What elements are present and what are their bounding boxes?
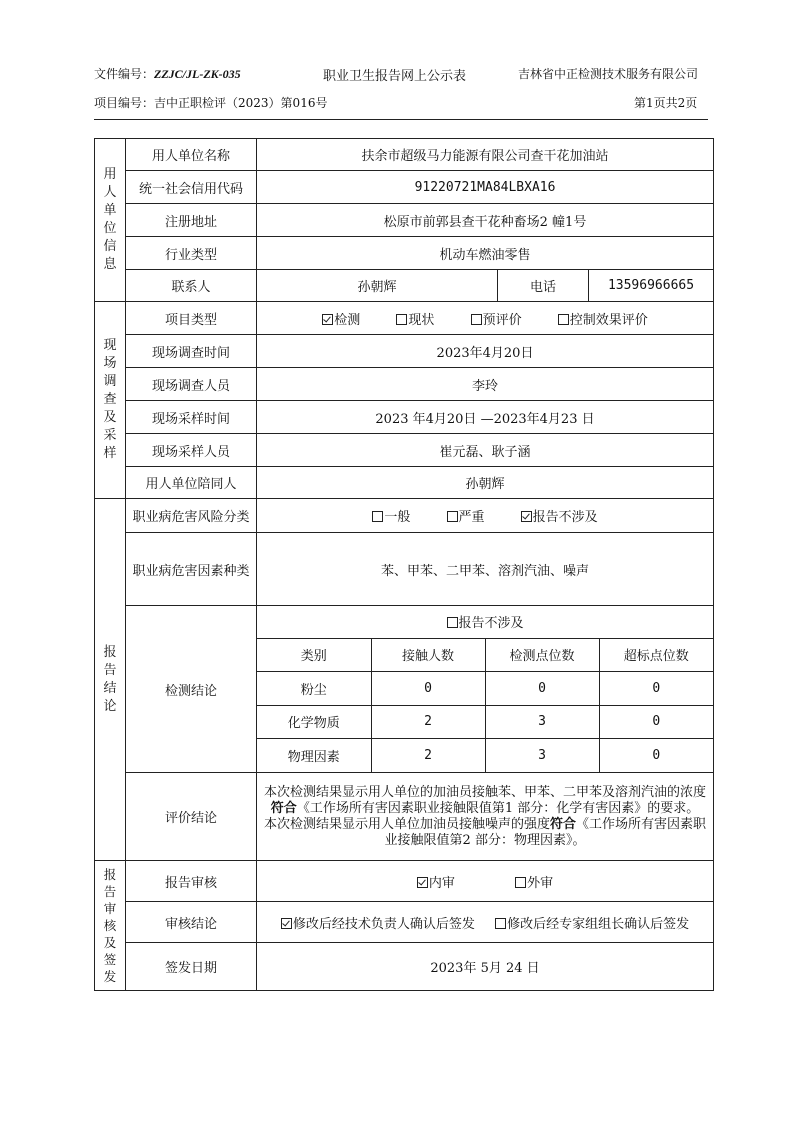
header-divider xyxy=(94,119,708,120)
checkbox-icon[interactable] xyxy=(396,314,407,325)
file-number xyxy=(94,65,241,82)
section-review-issue: 报 告 审 核 及 签 发 xyxy=(95,861,126,991)
audit-conclusion-label: 审核结论 xyxy=(126,902,257,943)
phone-number: 13596966665 xyxy=(589,270,714,302)
page-indicator: 第1页共2页 xyxy=(634,96,698,110)
audit-conclusion-option[interactable]: 修改后经技术负责人确认后签发 xyxy=(281,913,475,932)
project-number-value: 吉中正职检评（2023）第016号 xyxy=(154,96,328,110)
detection-table xyxy=(257,606,713,772)
category-cell: 物理因素 xyxy=(257,738,371,772)
contact-label: 联系人 xyxy=(126,270,257,302)
evaluation-conclusion-label: 评价结论 xyxy=(126,773,257,861)
category-cell: 粉尘 xyxy=(257,671,371,705)
project-type-option[interactable]: 检测 xyxy=(322,309,360,328)
evaluation-text-noise: 本次检测结果显示用人单位加油员接触噪声的强度符合《工作场所有害因素职业接触限值第2 部分：物理因素》。 xyxy=(263,816,707,848)
risk-option[interactable]: 严重 xyxy=(447,506,485,525)
sampling-time-label: 现场采样时间 xyxy=(126,401,257,434)
audit-option[interactable]: 外审 xyxy=(515,872,553,891)
phone-label: 电话 xyxy=(498,270,589,302)
industry: 机动车燃油零售 xyxy=(257,237,714,270)
audit-options xyxy=(257,861,714,902)
checkbox-icon[interactable] xyxy=(281,918,292,929)
checkbox-icon[interactable] xyxy=(447,617,458,628)
company-name: 吉林省中正检测技术服务有限公司 xyxy=(518,67,699,81)
section-employer-info: 用 人 单 位 信 息 xyxy=(95,139,126,302)
disclosure-table xyxy=(94,138,714,991)
sampler-label: 现场采样人员 xyxy=(126,434,257,467)
file-number-value: ZZJC/JL-ZK-035 xyxy=(154,67,241,81)
checkbox-icon[interactable] xyxy=(417,877,428,888)
evaluation-conclusion xyxy=(257,773,714,861)
surveyor: 李玲 xyxy=(257,368,714,401)
checkbox-icon[interactable] xyxy=(447,511,458,522)
hazard-factors: 苯、甲苯、二甲苯、溶剂汽油、噪声 xyxy=(257,533,714,606)
contact-name: 孙朝辉 xyxy=(257,270,498,302)
address-label: 注册地址 xyxy=(126,204,257,237)
survey-time: 2023年4月20日 xyxy=(257,335,714,368)
project-number-label: 项目编号： xyxy=(94,96,155,110)
sampler: 崔元磊、耿子涵 xyxy=(257,434,714,467)
surveyor-label: 现场调查人员 xyxy=(126,368,257,401)
employer-name-label: 用人单位名称 xyxy=(126,139,257,171)
hazard-factors-label: 职业病危害因素种类 xyxy=(126,533,257,606)
project-type-label: 项目类型 xyxy=(126,302,257,335)
column-header: 接触人数 xyxy=(371,638,485,671)
exposed-cell: 2 xyxy=(371,738,485,772)
detection-na-option[interactable]: 报告不涉及 xyxy=(257,606,713,638)
detection-conclusion-label: 检测结论 xyxy=(126,606,257,773)
project-type-options xyxy=(257,302,714,335)
sampling-time: 2023 年4月20日 —2023年4月23 日 xyxy=(257,401,714,434)
risk-class-options xyxy=(257,499,714,533)
project-type-option[interactable]: 现状 xyxy=(396,309,434,328)
risk-option[interactable]: 一般 xyxy=(372,506,410,525)
audit-conclusion-option[interactable]: 修改后经专家组组长确认后签发 xyxy=(495,913,689,932)
checkbox-icon[interactable] xyxy=(495,918,506,929)
checkbox-icon[interactable] xyxy=(558,314,569,325)
project-type-option[interactable]: 控制效果评价 xyxy=(558,309,648,328)
project-number xyxy=(94,94,327,111)
checkbox-icon[interactable] xyxy=(322,314,333,325)
evaluation-text-chemical: 本次检测结果显示用人单位的加油员接触苯、甲苯、二甲苯及溶剂汽油的浓度符合《工作场所有害因素职业接触限值第1 部分：化学有害因素》的要求。 xyxy=(264,784,707,816)
column-header: 类别 xyxy=(257,638,371,671)
risk-option[interactable]: 报告不涉及 xyxy=(521,506,598,525)
table-row xyxy=(257,671,713,705)
issue-date: 2023年 5月 24 日 xyxy=(257,943,714,991)
points-cell: 3 xyxy=(485,738,599,772)
address: 松原市前郭县查干花种畜场2 幢1号 xyxy=(257,204,714,237)
audit-conclusion-options xyxy=(257,902,714,943)
escort: 孙朝辉 xyxy=(257,467,714,499)
checkbox-icon[interactable] xyxy=(521,511,532,522)
checkbox-icon[interactable] xyxy=(515,877,526,888)
risk-class-label: 职业病危害风险分类 xyxy=(126,499,257,533)
exposed-cell: 0 xyxy=(371,671,485,705)
section-report-conclusion: 报 告 结 论 xyxy=(95,499,126,861)
project-type-option[interactable]: 预评价 xyxy=(471,309,522,328)
exceed-cell: 0 xyxy=(599,671,713,705)
audit-label: 报告审核 xyxy=(126,861,257,902)
exceed-cell: 0 xyxy=(599,705,713,738)
industry-label: 行业类型 xyxy=(126,237,257,270)
document-title: 职业卫生报告网上公示表 xyxy=(323,69,467,84)
survey-time-label: 现场调查时间 xyxy=(126,335,257,368)
file-number-label: 文件编号： xyxy=(94,67,155,81)
escort-label: 用人单位陪同人 xyxy=(126,467,257,499)
section-survey-sampling: 现 场 调 查 及 采 样 xyxy=(95,302,126,499)
category-cell: 化学物质 xyxy=(257,705,371,738)
table-row xyxy=(257,705,713,738)
checkbox-icon[interactable] xyxy=(471,314,482,325)
column-header: 超标点位数 xyxy=(599,638,713,671)
credit-code-label: 统一社会信用代码 xyxy=(126,171,257,204)
checkbox-icon[interactable] xyxy=(372,511,383,522)
points-cell: 0 xyxy=(485,671,599,705)
table-row xyxy=(257,738,713,772)
issue-date-label: 签发日期 xyxy=(126,943,257,991)
audit-option[interactable]: 内审 xyxy=(417,872,455,891)
column-header: 检测点位数 xyxy=(485,638,599,671)
credit-code: 91220721MA84LBXA16 xyxy=(257,171,714,204)
employer-name: 扶余市超级马力能源有限公司查干花加油站 xyxy=(257,139,714,171)
exposed-cell: 2 xyxy=(371,705,485,738)
exceed-cell: 0 xyxy=(599,738,713,772)
points-cell: 3 xyxy=(485,705,599,738)
